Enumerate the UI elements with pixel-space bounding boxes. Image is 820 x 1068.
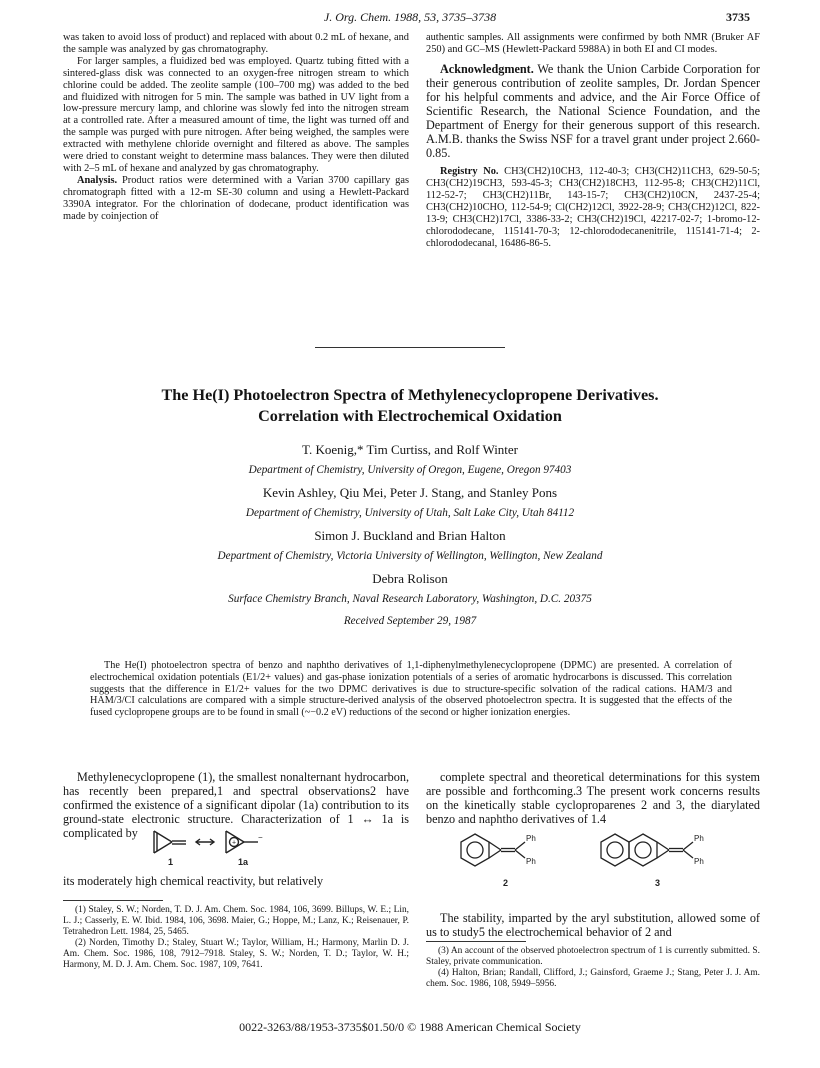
ack-heading: Acknowledgment. bbox=[440, 61, 534, 76]
footnote: (2) Norden, Timothy D.; Staley, Stuart W.; Taylor, William, H.; Harmony, Marlin D. J. Am. Chem. Soc. 1986, 108, 7912–7918. Staley, S. W.; Norden, T. D.; Taylor, W. H.; Harmony, M. D. J. Am. Chem. Soc. 1987, 109, 7641. bbox=[63, 937, 409, 970]
label-3: 3 bbox=[655, 878, 661, 888]
title-line: The He(I) Photoelectron Spectra of Methylenecyclopropene Derivatives. bbox=[161, 386, 659, 404]
label-2: 2 bbox=[503, 878, 509, 888]
title-line: Correlation with Electrochemical Oxidation bbox=[258, 407, 562, 425]
article-title bbox=[60, 385, 760, 427]
body-paragraph: The stability, imparted by the aryl substitution, allowed some of us to study5 the electrochemical behavior of 2 and bbox=[426, 911, 760, 940]
footnote: (4) Halton, Brian; Randall, Clifford, J.; Gainsford, Graeme J.; Stang, Peter J. J. Am. chem. Soc. 1986, 108, 5949–5956. bbox=[426, 967, 760, 989]
label-1: 1 bbox=[168, 857, 174, 867]
paragraph: was taken to avoid loss of product) and replaced with about 0.2 mL of hexane, and the sample was analyzed by gas chromatography. bbox=[63, 32, 409, 55]
footnote-divider bbox=[63, 900, 163, 901]
footnote-divider bbox=[426, 941, 526, 942]
body-paragraph: complete spectral and theoretical determinations for this system are possible and forthcoming.3 The present work concerns results on the kinetically stable cycloproparenes 2 and 3, the diarylated benzo and naphtho derivatives of 1.4 bbox=[426, 770, 760, 827]
footnotes-left bbox=[63, 905, 409, 970]
abstract: The He(I) photoelectron spectra of benzo and naphtho derivatives of 1,1-diphenylmethylenecyclopropene (DPMC) are presented. A correlation of electrochemical oxidation potentials (E1/2+ values) and gas-phase ionization potentials of a series of aromatic hydrocarbons is discussed. This correlation suggests that the difference in E1/2+ values for the two DPMC derivatives is due to structure-specific solvation of the radical cations. HAM/3 and HAM/3/CI calculations are compared with a simple structure-derived analysis of the observed photoelectron spectra. It is suggested that the effects of the fused cyclopropene groups are to be found in small (~−0.2 eV) reductions of the second or higher ionization energies. bbox=[90, 660, 732, 719]
body-paragraph: Methylenecyclopropene (1), the smallest nonalternant hydrocarbon, has recently been prepared,1 and spectral observations2 have confirmed the existence of a significant dipolar (1a) contribution to its ground-state electronic structure. Characterization of 1 ↔ 1a is complicated by bbox=[63, 770, 409, 841]
author-names: Debra Rolison bbox=[372, 571, 448, 586]
author-block bbox=[60, 442, 760, 636]
ph-label: Ph bbox=[526, 857, 536, 866]
analysis-heading: Analysis. bbox=[77, 174, 118, 186]
minus-charge: − bbox=[258, 833, 263, 842]
author-names: Simon J. Buckland and Brian Halton bbox=[314, 528, 506, 543]
ph-label: Ph bbox=[526, 834, 536, 843]
ph-label: Ph bbox=[694, 834, 704, 843]
author-names: T. Koenig,* Tim Curtiss, and Rolf Winter bbox=[301, 442, 519, 457]
structures-2-3 bbox=[455, 824, 755, 894]
footnote: (3) An account of the observed photoelectron spectrum of 1 is currently submitted. S. Staley, private communication. bbox=[426, 946, 760, 967]
ack-text: We thank the Union Carbide Corporation for their generous contribution of zeolite samples, Dr. Jordan Spencer for his helpful comments and advice, and the Air Force Office of Scientific Research, the National Science Foundation, and the Department of Energy for their generous support of this research. A.M.B. thanks the Swiss NSF for a travel grant under project 2.660-0.85. bbox=[426, 61, 760, 161]
footnote: (1) Staley, S. W.; Norden, T. D. J. Am. Chem. Soc. 1984, 106, 3699. Billups, W. E.; Lin, L. J.; Casserly, E. W. Ibid. 1984, 106, 3698. Maier, G.; Hoppe, M.; Lanz, K.; Reisenauer, P. Tetrahedron Lett. 1984, 25, 5465. bbox=[63, 905, 409, 937]
author-names: Kevin Ashley, Qiu Mei, Peter J. Stang, and Stanley Pons bbox=[262, 485, 558, 500]
affiliation: Department of Chemistry, University of Utah, Salt Lake City, Utah 84112 bbox=[245, 507, 575, 519]
registry-text: CH3(CH2)10CH3, 112-40-3; CH3(CH2)11CH3, 629-50-5; CH3(CH2)19CH3, 593-45-3; CH3(CH2)18CH3, 112-95-8; CH3(CH2)11Cl, 112-52-7; CH3(CH2)11Br, 143-15-7; CH3(CH2)10CN, 2437-25-4; CH3(CH2)10CHO, 112-54-9; Cl(CH2)12Cl, 3922-28-9; CH3(CH2)12Cl, 822-13-9; CH3(CH2)17Cl, 3386-33-2; CH3(CH2)19Cl, 42217-02-7; 1-bromo-12-chlorododecane, 115141-70-3; 12-chlorododecanenitrile, 115141-71-4; 2-chlorododecanal, 16486-86-5. bbox=[426, 166, 761, 249]
prev-article-left-column bbox=[63, 32, 409, 223]
plus-charge: + bbox=[232, 839, 237, 847]
structure-1-1a bbox=[150, 827, 300, 869]
journal-citation: J. Org. Chem. 1988, 53, 3735–3738 bbox=[323, 10, 497, 24]
paragraph: For larger samples, a fluidized bed was employed. Quartz tubing fitted with a sintered-glass disk was connected to an oxygen-free nitrogen stream to which chlorine could be added. The zeolite sample (100–700 mg) was added to the bed and fluidized with nitrogen for 5 min. The sample was bathed in UV light from a low-pressure mercury lamp, and chlorine was slowly fed into the nitrogen stream at a controlled rate. After a measured amount of time, the light was turned off and the sample was purged with pure nitrogen. After being weighed, the samples were extracted with methylene chloride overnight and filtered as above. The samples were dried to constant weight to determine mass balances. They were then diluted with 2–5 mL of hexane and analyzed by gas chromatography. bbox=[63, 55, 409, 174]
registry-heading: Registry No. bbox=[440, 166, 499, 178]
registry-numbers bbox=[426, 166, 760, 249]
page-number: 3735 bbox=[726, 10, 750, 24]
footnotes-right bbox=[426, 946, 760, 990]
label-1a: 1a bbox=[238, 857, 249, 867]
prev-article-right-column bbox=[426, 32, 760, 250]
affiliation: Department of Chemistry, University of Oregon, Eugene, Oregon 97403 bbox=[248, 464, 572, 476]
ph-label: Ph bbox=[694, 857, 704, 866]
analysis-text: Product ratios were determined with a Varian 3700 capillary gas chromatograph fitted with a 12-m SE-30 column and using a Hewlett-Packard 3390A integrator. For the chlorination of dodecane, product identification was made by coinjection of bbox=[63, 174, 409, 222]
received-date: Received September 29, 1987 bbox=[343, 615, 477, 627]
structure-drawing bbox=[150, 827, 300, 869]
analysis-paragraph bbox=[63, 175, 409, 223]
affiliation: Department of Chemistry, Victoria University of Wellington, Wellington, New Zealand bbox=[217, 550, 603, 562]
acknowledgment bbox=[426, 62, 760, 161]
body-paragraph-continued: its moderately high chemical reactivity, but relatively bbox=[63, 874, 324, 888]
copyright-footer: 0022-3263/88/1953-3735$01.50/0 © 1988 American Chemical Society bbox=[239, 1020, 581, 1034]
running-header bbox=[0, 10, 820, 30]
section-divider bbox=[315, 347, 505, 348]
paragraph: authentic samples. All assignments were confirmed by both NMR (Bruker AF 250) and GC–MS (Hewlett-Packard 5988A) in both EI and CI modes. bbox=[426, 32, 760, 55]
affiliation: Surface Chemistry Branch, Naval Research Laboratory, Washington, D.C. 20375 bbox=[228, 593, 592, 605]
structure-drawing bbox=[455, 824, 755, 894]
